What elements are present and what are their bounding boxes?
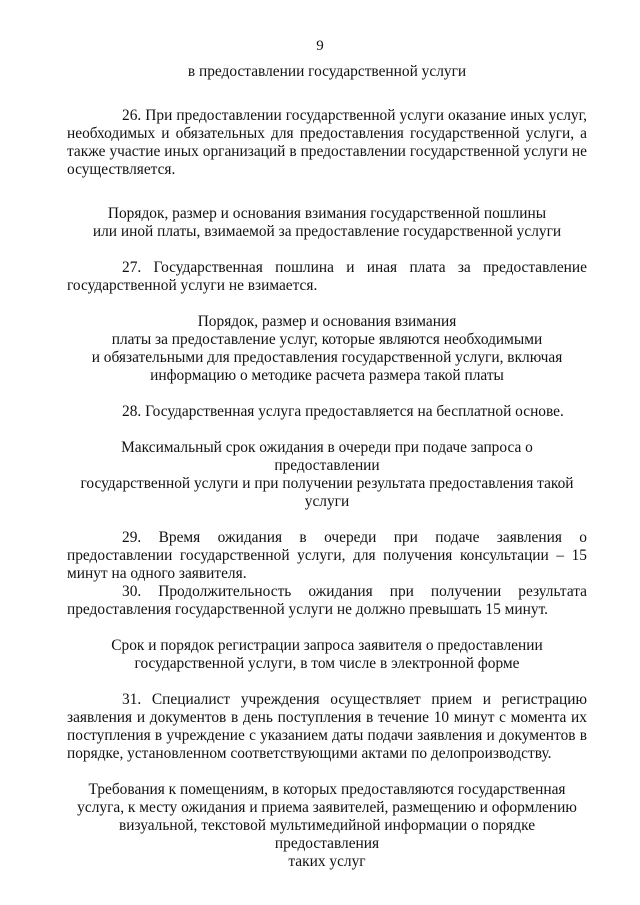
document-body xyxy=(67,63,587,871)
paragraph-27: 27. Государственная пошлина и иная плата за предоставление государственной услуги не взимается. xyxy=(67,259,587,294)
heading-line: и обязательными для предоставления государственной услуги, включая xyxy=(91,349,563,366)
heading-line: или иной платы, взимаемой за предоставление государственной услуги xyxy=(92,223,562,240)
heading-line: визуальной, текстовой мультимедийной информации о порядке предоставления xyxy=(118,817,536,852)
heading-registration xyxy=(67,637,587,673)
heading-fee xyxy=(67,205,587,241)
paragraph-29: 29. Время ожидания в очереди при подаче заявления о предоставлении государственной услуги, для получения консультации – 15 минут на одного заявителя. xyxy=(67,529,587,582)
heading-line: информацию о методике расчета размера такой платы xyxy=(150,367,504,384)
paragraph-26: 26. При предоставлении государственной услуги оказание иных услуг, необходимых и обязательных для предоставления государственной услуги, а также участие иных организаций в предоставлении государственной услуги не осуществляется. xyxy=(67,107,587,178)
heading-line: платы за предоставление услуг, которые являются необходимыми xyxy=(111,331,543,348)
section-heading-continuation: в предоставлении государственной услуги xyxy=(187,63,467,80)
heading-line: услуга, к месту ожидания и приема заявителей, размещению и оформлению xyxy=(77,799,577,816)
heading-line: государственной услуги, в том числе в электронной форме xyxy=(134,655,520,672)
heading-premises xyxy=(67,781,587,871)
heading-line: Срок и порядок регистрации запроса заявителя о предоставлении xyxy=(111,637,543,654)
heading-line: Максимальный срок ожидания в очереди при подаче запроса о предоставлении xyxy=(121,439,533,474)
page-number: 9 xyxy=(316,38,324,54)
heading-line: услуги xyxy=(304,493,350,510)
heading-related-services-fee xyxy=(67,313,587,385)
heading-line: Порядок, размер и основания взимания государственной пошлины xyxy=(107,205,547,222)
heading-line: Требования к помещениям, в которых предоставляются государственная xyxy=(88,781,566,798)
heading-wait-time xyxy=(67,439,587,511)
paragraph-28: 28. Государственная услуга предоставляется на бесплатной основе. xyxy=(122,403,564,420)
heading-line: Порядок, размер и основания взимания xyxy=(197,313,457,330)
heading-line: таких услуг xyxy=(288,853,366,870)
paragraph-31: 31. Специалист учреждения осуществляет прием и регистрацию заявления и документов в день поступления в течение 10 минут с момента их поступления в учреждение с указанием даты подачи заявления и документов в порядке, установленном соответствующими актами по делопроизводству. xyxy=(67,691,587,762)
paragraph-30: 30. Продолжительность ожидания при получении результата предоставления государственной услуги не должно превышать 15 минут. xyxy=(67,583,587,618)
heading-line: государственной услуги и при получении результата предоставления такой xyxy=(80,475,574,492)
